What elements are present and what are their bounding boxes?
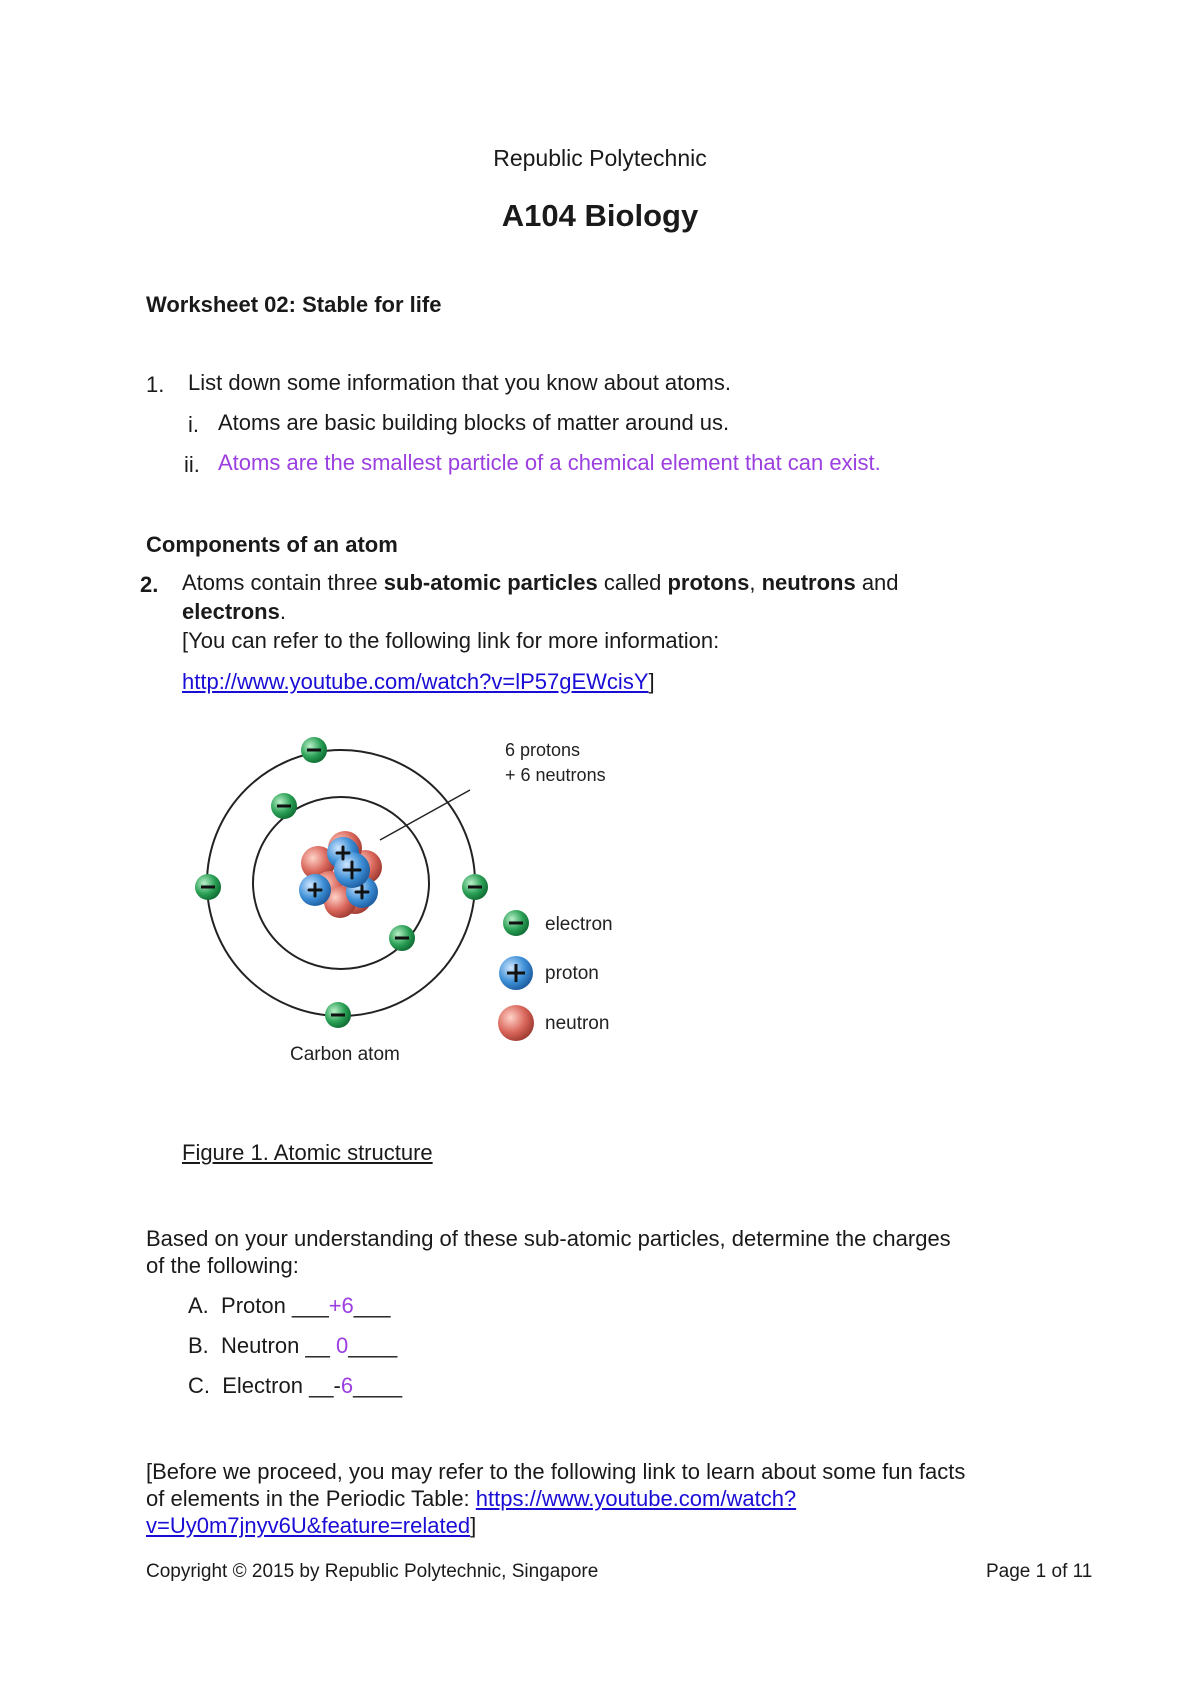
legend-electron: [503, 910, 613, 936]
question-1-number: 1.: [146, 372, 165, 397]
answer-numeral: ii.: [184, 452, 200, 477]
item-letter: A.: [188, 1293, 209, 1318]
youtube-link[interactable]: http://www.youtube.com/watch?v=lP57gEWcisY: [182, 669, 649, 694]
text: ]: [470, 1513, 477, 1538]
legend-neutron: [498, 1005, 609, 1041]
copyright: Copyright © 2015 by Republic Polytechnic, Singapore: [146, 1561, 599, 1582]
text: Atoms contain three: [182, 570, 384, 595]
electron-outer-left: [195, 874, 221, 900]
item-letter: B.: [188, 1333, 209, 1358]
answer-value: 6: [340, 1373, 354, 1398]
electron-outer-top: [301, 737, 327, 763]
closing-line-1: [Before we proceed, you may refer to the following link to learn about some fun facts: [146, 1459, 966, 1484]
text: ,: [749, 570, 762, 595]
blank: ____: [353, 1373, 403, 1398]
answer-numeral: i.: [188, 412, 199, 437]
item-name: Electron: [222, 1373, 303, 1398]
section-heading: Components of an atom: [146, 532, 398, 557]
text: ]: [648, 669, 655, 694]
item-name: Proton: [221, 1293, 286, 1318]
answer-item: Atoms are the smallest particle of a chemical element that can exist.: [218, 450, 881, 475]
nucleus-label-neutrons: + 6 neutrons: [505, 765, 606, 785]
electron-inner-right: [389, 925, 415, 951]
reference-text: [You can refer to the following link for more information:: [182, 628, 720, 653]
answer-value: 0: [336, 1333, 349, 1358]
text: of elements in the Periodic Table:: [146, 1486, 476, 1511]
periodic-table-link-cont[interactable]: v=Uy0m7jnyv6U&feature=related: [146, 1513, 471, 1538]
bold-term: neutrons: [761, 570, 856, 595]
text: and: [855, 570, 899, 595]
page-number: Page 1 of 11: [986, 1561, 1093, 1582]
institution-name: Republic Polytechnic: [493, 145, 707, 171]
electron-outer-bottom: [325, 1002, 351, 1028]
reference-line: [182, 668, 655, 696]
charge-item-electron: [188, 1372, 402, 1400]
neutron-icon: [498, 1005, 534, 1041]
periodic-table-link[interactable]: https://www.youtube.com/watch?: [475, 1486, 797, 1511]
charge-item-proton: [188, 1292, 391, 1320]
answer-item: Atoms are basic building blocks of matter around us.: [218, 410, 730, 435]
question-2-number: 2.: [140, 572, 159, 597]
legend-label: neutron: [545, 1013, 610, 1034]
closing-line-2: [146, 1485, 796, 1513]
blank: __: [299, 1333, 337, 1358]
text: called: [597, 570, 668, 595]
question-1-prompt: List down some information that you know about atoms.: [188, 370, 731, 395]
bold-term: protons: [667, 570, 750, 595]
worksheet-title: Worksheet 02: Stable for life: [146, 292, 442, 317]
legend-label: proton: [545, 963, 599, 984]
atom-caption: Carbon atom: [290, 1044, 400, 1065]
figure-caption: Figure 1. Atomic structure: [182, 1140, 433, 1165]
legend-proton: [499, 956, 599, 990]
charges-intro-line-2: of the following:: [146, 1253, 299, 1278]
blank: ____: [348, 1333, 398, 1358]
bold-term: sub-atomic particles: [383, 570, 598, 595]
carbon-atom-diagram: [180, 720, 700, 1080]
nucleus-label-protons: 6 protons: [505, 740, 581, 760]
blank: ___: [353, 1293, 391, 1318]
item-name: Neutron: [221, 1333, 300, 1358]
blank: __-: [302, 1373, 341, 1398]
charge-item-neutron: [188, 1332, 397, 1360]
nucleus: [299, 831, 382, 918]
charges-intro-line-1: Based on your understanding of these sub-atomic particles, determine the charges: [146, 1226, 951, 1251]
item-letter: C.: [188, 1373, 210, 1398]
bold-term: electrons: [182, 599, 280, 624]
course-title: A104 Biology: [501, 198, 699, 233]
question-2-line-1: [182, 569, 899, 597]
blank: ___: [285, 1293, 329, 1318]
electron-inner-top: [271, 793, 297, 819]
answer-value: +6: [328, 1293, 354, 1318]
text: .: [279, 599, 286, 624]
closing-line-3: [146, 1512, 476, 1540]
question-2-line-2: [182, 598, 286, 626]
legend-label: electron: [545, 914, 613, 935]
electron-outer-right: [462, 874, 488, 900]
